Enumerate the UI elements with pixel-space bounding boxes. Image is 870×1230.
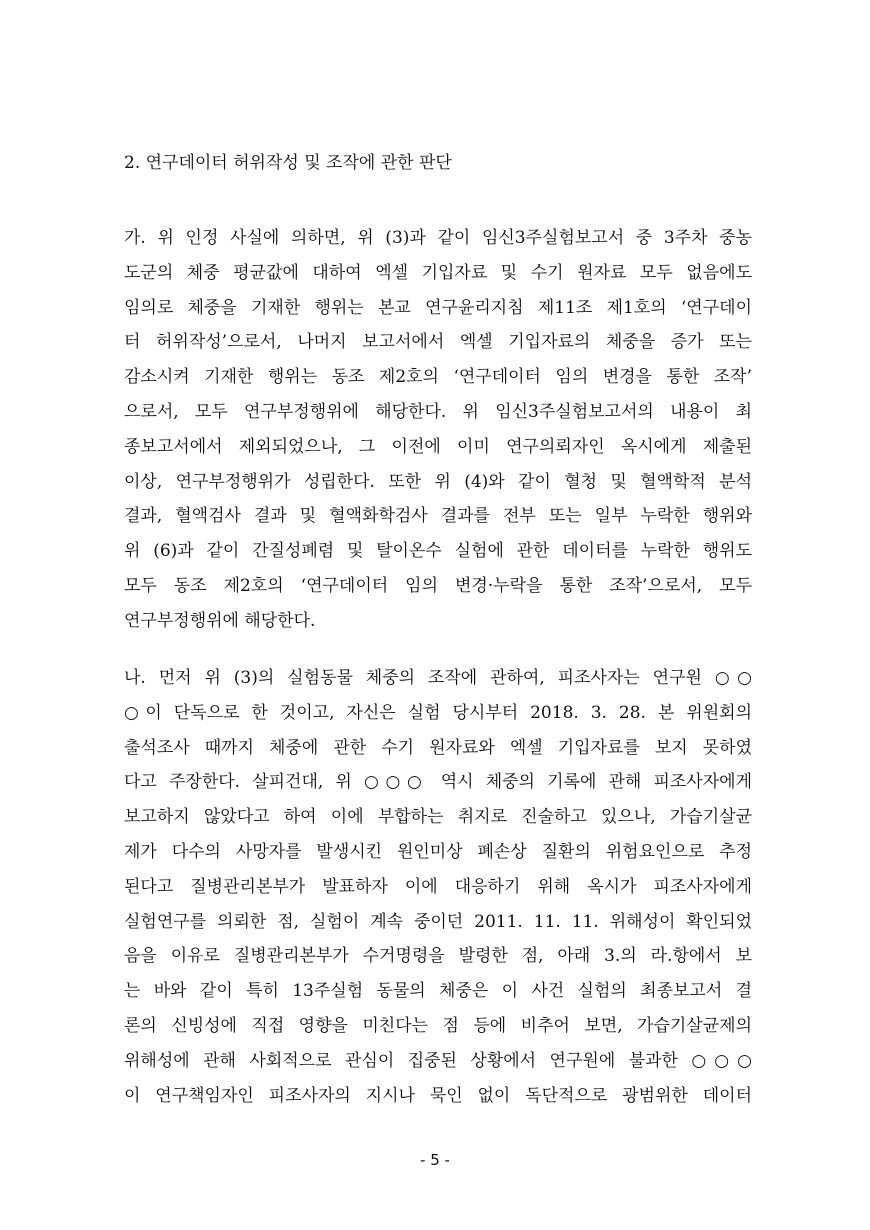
paragraph-line: 이 연구책임자인 피조사자의 지시나 묵인 없이 독단적으로 광범위한 데이터 bbox=[124, 1085, 752, 1106]
page-number: - 5 - bbox=[420, 1151, 450, 1169]
paragraph-line: 터 허위작성’으로서, 나머지 보고서에서 엑셀 기입자료의 체중을 증가 또는 bbox=[124, 332, 752, 353]
paragraph-line: 이상, 연구부정행위가 성립한다. 또한 위 (4)와 같이 혈청 및 혈액학적 분석 bbox=[124, 471, 752, 492]
paragraph-line: 음을 이유로 질병관리본부가 수거명령을 발령한 점, 아래 3.의 라.항에서 보 bbox=[124, 946, 752, 967]
paragraph-line: 으로서, 모두 연구부정행위에 해당한다. 위 임신3주실험보고서의 내용이 최 bbox=[124, 401, 752, 422]
paragraph-line: 는 바와 같이 특히 13주실험 동물의 체중은 이 사건 실험의 최종보고서 결 bbox=[124, 981, 752, 1002]
paragraph-line: 된다고 질병관리본부가 발표하자 이에 대응하기 위해 옥시가 피조사자에게 bbox=[124, 876, 752, 897]
paragraph-line: 모두 동조 제2호의 ‘연구데이터 임의 변경·누락을 통한 조작’으로서, 모두 bbox=[124, 575, 752, 596]
section-heading: 2. 연구데이터 허위작성 및 조작에 관한 판단 bbox=[124, 153, 452, 173]
paragraph-line: 론의 신빙성에 직접 영향을 미친다는 점 등에 비추어 보면, 가습기살균제의 bbox=[124, 1015, 752, 1036]
paragraph-line: 위해성에 관해 사회적으로 관심이 집중된 상황에서 연구원에 불과한 ○○○ bbox=[124, 1050, 752, 1071]
paragraph-line: 제가 다수의 사망자를 발생시킨 원인미상 폐손상 질환의 위험요인으로 추정 bbox=[124, 841, 752, 862]
paragraph-line: 임의로 체중을 기재한 행위는 본교 연구윤리지침 제11조 제1호의 ‘연구데이 bbox=[124, 297, 752, 318]
paragraph-line: 감소시켜 기재한 행위는 동조 제2호의 ‘연구데이터 임의 변경을 통한 조작’ bbox=[124, 367, 752, 388]
paragraph-line: 결과, 혈액검사 결과 및 혈액화학검사 결과를 전부 또는 일부 누락한 행위와 bbox=[124, 506, 752, 527]
paragraph-line: 다고 주장한다. 살피건대, 위 ○○○ 역시 체중의 기록에 관해 피조사자에게 bbox=[124, 772, 752, 793]
paragraph-line: 종보고서에서 제외되었으나, 그 이전에 이미 연구의뢰자인 옥시에게 제출된 bbox=[124, 436, 752, 457]
paragraph-line: 나. 먼저 위 (3)의 실험동물 체중의 조작에 관하여, 피조사자는 연구원 ○○ bbox=[124, 668, 752, 688]
paragraph-line: 위 (6)과 같이 간질성폐렴 및 탈이온수 실험에 관한 데이터를 누락한 행위도 bbox=[124, 541, 752, 562]
paragraph-line: ○이 단독으로 한 것이고, 자신은 실험 당시부터 2018. 3. 28. 본 위원회의 bbox=[124, 702, 752, 723]
paragraph-line: 실험연구를 의뢰한 점, 실험이 계속 중이던 2011. 11. 11. 위해성이 확인되었 bbox=[124, 911, 752, 932]
paragraph-na bbox=[124, 661, 752, 1113]
paragraph-line: 도군의 체중 평균값에 대하여 엑셀 기입자료 및 수기 원자료 모두 없음에도 bbox=[124, 262, 752, 283]
paragraph-line: 출석조사 때까지 체중에 관한 수기 원자료와 엑셀 기입자료를 보지 못하였 bbox=[124, 737, 752, 758]
paragraph-line: 보고하지 않았다고 하여 이에 부합하는 취지로 진술하고 있으나, 가습기살균 bbox=[124, 807, 752, 828]
paragraph-line: 연구부정행위에 해당한다. bbox=[124, 610, 316, 631]
paragraph-line: 가. 위 인정 사실에 의하면, 위 (3)과 같이 임신3주실험보고서 중 3주차 중농 bbox=[124, 228, 752, 248]
paragraph-ga bbox=[124, 221, 752, 639]
